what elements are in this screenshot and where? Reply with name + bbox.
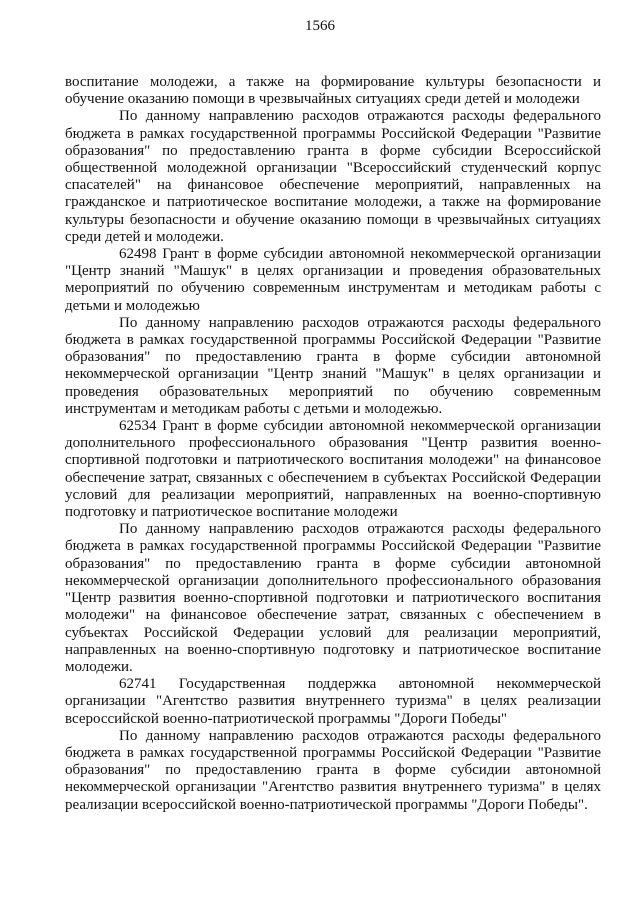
paragraph-expenses-description: По данному направлению расходов отражаются расходы федерального бюджета в рамках государственной программы Российской Федерации "Развитие образования" по предоставлению гранта в форме субсидии автономной некоммерческой организации "Центр знаний "Машук" в целях организации и проведения образовательных мероприятий по обучению современным инструментам и методикам работы с детьми и молодежью. [65,314,601,417]
paragraph-code-62741: 62741 Государственная поддержка автономной некоммерческой организации "Агентство развития внутреннего туризма" в целях реализации всероссийской военно-патриотической программы "Дороги Победы" [65,676,601,727]
paragraph-expenses-description: По данному направлению расходов отражаются расходы федерального бюджета в рамках государственной программы Российской Федерации "Развитие образования" по предоставлению гранта в форме субсидии автономной некоммерческой организации "Агентство развития внутреннего туризма" в целях реализации всероссийской военно-патриотической программы "Дороги Победы". [65,727,601,813]
paragraph-continuation: воспитание молодежи, а также на формирование культуры безопасности и обучение оказанию помощи в чрезвычайных ситуациях среди детей и молодежи [65,74,601,108]
page-number: 1566 [305,18,335,34]
paragraph-expenses-description: По данному направлению расходов отражаются расходы федерального бюджета в рамках государственной программы Российской Федерации "Развитие образования" по предоставлению гранта в форме субсидии Всероссийской общественной молодежной организации "Всероссийский студенческий корпус спасателей" на финансовое обеспечение мероприятий, направленных на гражданское и патриотическое воспитание молодежи, а также на формирование культуры безопасности и обучение оказанию помощи в чрезвычайных ситуациях среди детей и молодежи. [65,108,601,245]
document-body [65,74,601,814]
paragraph-code-62498: 62498 Грант в форме субсидии автономной некоммерческой организации "Центр знаний "Машук" в целях организации и проведения образовательных мероприятий по обучению современным инструментам и методикам работы с детьми и молодежью [65,246,601,314]
paragraph-expenses-description: По данному направлению расходов отражаются расходы федерального бюджета в рамках государственной программы Российской Федерации "Развитие образования" по предоставлению гранта в форме субсидии автономной некоммерческой организации дополнительного профессионального образования "Центр развития военно-спортивной подготовки и патриотического воспитания молодежи" на финансовое обеспечение затрат, связанных с обеспечением в субъектах Российской Федерации условий для реализации мероприятий, направленных на военно-спортивную подготовку и патриотическое воспитание молодежи. [65,521,601,675]
paragraph-code-62534: 62534 Грант в форме субсидии автономной некоммерческой организации дополнительного профессионального образования "Центр развития военно-спортивной подготовки и патриотического воспитания молодежи" на финансовое обеспечение затрат, связанных с обеспечением в субъектах Российской Федерации условий для реализации мероприятий, направленных на военно-спортивную подготовку и патриотическое воспитание молодежи [65,418,601,521]
